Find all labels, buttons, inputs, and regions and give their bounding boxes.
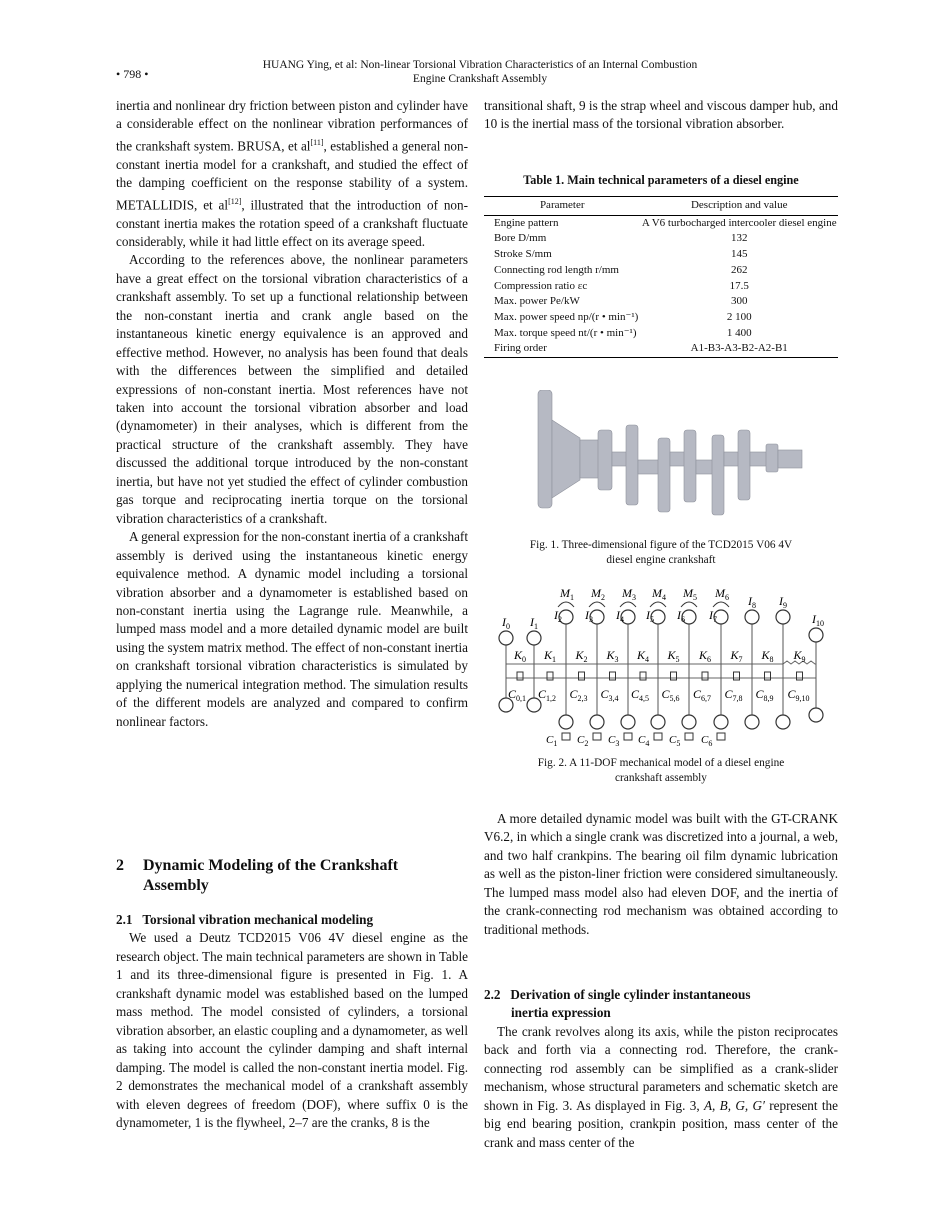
section-heading [116, 856, 468, 896]
value-cell: 132 [730, 232, 748, 245]
stiffness-label: $K_0$ [514, 648, 527, 664]
table-row [484, 215, 838, 231]
torque-arrow-icon [650, 602, 666, 607]
right-column-mid [484, 810, 838, 939]
damper-icon [547, 672, 553, 680]
text: , established a general non-constant inertia model for a crankshaft, and studied the effect of the damping coefficient on the response stability of a system. METALLIDIS, et al [116, 138, 469, 213]
shaft-damping-label: $C_{0,1}$ [508, 687, 527, 703]
inertia-label: $I_7$ [709, 608, 717, 624]
torque-arrow-icon [589, 602, 605, 607]
subsection-title: Derivation of single cylinder instantaneous [510, 987, 751, 1002]
damper-icon [517, 672, 523, 680]
torque-label: $M_1$ [560, 586, 574, 602]
table-row [484, 263, 838, 279]
param-cell: Max. power speed np/(r • min⁻¹) [494, 310, 639, 323]
table-row [484, 294, 838, 310]
damper-icon [702, 672, 708, 680]
stiffness-label: $K_3$ [606, 648, 619, 664]
shaft-damping-label: $C_{2,3}$ [569, 687, 588, 703]
inertia-label: $I_1$ [530, 615, 538, 631]
value-cell: 1 400 [726, 326, 752, 339]
shaft-damping-label: $C_{3,4}$ [600, 687, 619, 703]
paragraph [484, 1023, 838, 1152]
figure1-caption [484, 538, 838, 568]
inertia-disc-bottom [682, 715, 696, 729]
inertia-disc-top [745, 610, 759, 624]
param-cell: Bore D/mm [494, 232, 547, 245]
cylinder-damping-label: $C_3$ [608, 734, 620, 748]
right-column [484, 97, 838, 134]
shaft-damping-label: $C_{6,7}$ [693, 687, 712, 703]
param-cell: Engine pattern [494, 216, 559, 229]
value-cell: 300 [730, 295, 748, 308]
param-cell: Stroke S/mm [494, 248, 552, 261]
torque-label: $M_5$ [683, 586, 697, 602]
value-cell: 145 [730, 248, 748, 261]
inertia-label: $I_8$ [748, 594, 756, 610]
torque-label: $M_2$ [591, 586, 605, 602]
column-header: Parameter [484, 197, 640, 216]
param-cell: Max. power Pe/kW [494, 295, 580, 308]
inertia-disc-bottom [621, 715, 635, 729]
inertia-label: $I_3$ [585, 608, 593, 624]
damper-icon [640, 672, 646, 680]
text: , illustrated that the introduction of non-constant inertia makes the rotation speed of a crankshaft fluctuate considerably, while it had little effect on its average speed. [116, 197, 468, 249]
damper-icon [797, 672, 803, 680]
inertia-disc-bottom [745, 715, 759, 729]
running-title-line: Engine Crankshaft Assembly [412, 73, 548, 85]
page-number: • 798 • [116, 67, 149, 81]
stiffness-label: $K_5$ [667, 648, 680, 664]
inertia-label: $I_6$ [677, 608, 685, 624]
section-title: Assembly [143, 877, 209, 894]
cylinder-damping-label: $C_5$ [669, 734, 681, 748]
section-number: 2 [116, 857, 124, 874]
inertia-disc-top [809, 628, 823, 642]
cylinder-damping-label: $C_4$ [638, 734, 650, 748]
table-row [484, 247, 838, 263]
subsection-title: Torsional vibration mechanical modeling [142, 912, 374, 927]
paragraph: According to the references above, the nonlinear parameters have a great effect on the torsional vibration characteristics of a crankshaft assembly. To set up a functional relationship between the non-constant inertia and crank angle based on the instantaneous kinetic energy equivalence is an approved and effective method. However, no analysis has been found that deals with the differences between the simplified and detailed expressions of non-constant inertia. Most references have not taken into account the torsional vibration absorber and load (dynamometer) in their analyses, which is different from the practical structure of the crankshaft assembly. They have discussed the additional torque introduced by the non-constant inertia, but have not yet studied the effect of cylinder combustion gas torque and reciprocating inertia torque on the torsional vibration characteristics of a crankshaft. [116, 252, 468, 526]
value-cell: A V6 turbocharged intercooler diesel engine [641, 216, 837, 229]
cylinder-damper-icon [593, 733, 601, 740]
damper-icon [765, 672, 771, 680]
shaft-damping-label: $C_{5,6}$ [661, 687, 680, 703]
parameters-table [484, 196, 838, 358]
torque-arrow-icon [681, 602, 697, 607]
inertia-disc-bottom [809, 708, 823, 722]
param-cell: Max. torque speed nt/(r • min⁻¹) [494, 326, 637, 339]
table-row [484, 341, 838, 357]
crankshaft-3d-figure [530, 390, 820, 532]
stiffness-label: $K_1$ [544, 648, 557, 664]
inertia-label: $I_{10}$ [812, 612, 824, 628]
table-row [484, 310, 838, 326]
cylinder-damper-icon [562, 733, 570, 740]
cylinder-damping-label: $C_1$ [546, 734, 558, 748]
value-cell: 17.5 [729, 279, 749, 292]
subsection-heading [116, 911, 468, 929]
value-cell: 262 [730, 263, 748, 276]
citation: [12] [228, 196, 242, 206]
inertia-label: $I_2$ [554, 608, 562, 624]
torque-arrow-icon [713, 602, 729, 607]
torque-label: $M_3$ [622, 586, 636, 602]
inertia-label: $I_4$ [616, 608, 624, 624]
table-row [484, 231, 838, 247]
stiffness-label: $K_2$ [575, 648, 588, 664]
stiffness-label: $K_9$ [793, 648, 806, 664]
caption-line: Fig. 2. A 11-DOF mechanical model of a diesel engine [537, 757, 785, 769]
cylinder-damper-icon [717, 733, 725, 740]
cylinder-damping-label: $C_6$ [701, 734, 713, 748]
value-cell: A1-B3-A3-B2-A2-B1 [640, 341, 838, 357]
left-column-lower [116, 911, 468, 1132]
torque-label: $M_6$ [715, 586, 729, 602]
param-cell: Firing order [484, 341, 640, 357]
caption-line: diesel engine crankshaft [606, 554, 716, 566]
inertia-disc-bottom [776, 715, 790, 729]
stiffness-label: $K_4$ [637, 648, 650, 664]
damper-icon [671, 672, 677, 680]
inertia-disc-bottom [651, 715, 665, 729]
inertia-disc-bottom [559, 715, 573, 729]
inertia-label: $I_0$ [502, 615, 510, 631]
text: inertia and nonlinear dry friction between piston and cylinder have a considerable effect on the nonlinear vibration performances of the crankshaft system. BRUSA, et al [116, 98, 468, 154]
inertia-disc-bottom [714, 715, 728, 729]
stiffness-label: $K_6$ [699, 648, 712, 664]
caption-line: Fig. 1. Three-dimensional figure of the TCD2015 V06 4V [529, 539, 793, 551]
paragraph: transitional shaft, 9 is the strap wheel and viscous damper hub, and 10 is the inertial mass of the torsional vibration absorber. [484, 98, 838, 132]
inertia-label: $I_5$ [646, 608, 654, 624]
shaft-damping-label: $C_{4,5}$ [631, 687, 650, 703]
symbols: A, B, G, G′ [703, 1097, 765, 1113]
paragraph: A more detailed dynamic model was built with the GT-CRANK V6.2, in which a single crank was discretized into a journal, a web, and two half crankpins. The bearing oil film dynamic lubrication as well as the piston-liner friction were considered simultaneously. The lumped mass model also had eleven DOF, and the inertia of the crank-connecting rod mechanism was obtained according to traditional methods. [484, 811, 838, 937]
cylinder-damper-icon [624, 733, 632, 740]
shaft-damping-label: $C_{1,2}$ [538, 687, 557, 703]
shaft-damping-label: $C_{7,8}$ [724, 687, 743, 703]
torque-arrow-icon [620, 602, 636, 607]
cylinder-damping-label: $C_2$ [577, 734, 589, 748]
right-column-lower [484, 986, 838, 1152]
running-title-line: HUANG Ying, et al: Non-linear Torsional Vibration Characteristics of an Internal Combustion [262, 59, 698, 71]
paragraph [116, 97, 468, 251]
stiffness-label: $K_7$ [730, 648, 743, 664]
inertia-disc-top [776, 610, 790, 624]
paragraph: We used a Deutz TCD2015 V06 4V diesel engine as the research object. The main technical parameters are shown in Table 1 and its three-dimensional figure is presented in Fig. 1. A crankshaft dynamic model was established based on the lumped mass method. The model consisted of cylinders, a torsional vibration absorber, an elastic coupling and a dynamometer, as well as taking into account the cylinder damping and shaft internal damping. The model is called the non-constant inertia model. Fig. 2 demonstrates the mechanical model of a crankshaft assembly with eleven degrees of freedom (DOF), where suffix 0 is the dynamometer, 1 is the flywheel, 2–7 are the cranks, 8 is the [116, 930, 468, 1130]
subsection-number: 2.1 [116, 912, 133, 927]
left-column [116, 97, 468, 731]
cylinder-damper-icon [685, 733, 693, 740]
stiffness-label: $K_8$ [761, 648, 774, 664]
table-row [484, 326, 838, 342]
running-title [240, 58, 720, 86]
text: The crank revolves along its axis, while the piston reciprocates back and forth via a connecting rod. Therefore, the crank-connecting rod assembly can be simplified as a crank-slider mechanism, whose structural parameters and schematic sketch are shown in Fig. 3. As displayed in Fig. 3, [484, 1023, 838, 1113]
caption-line: crankshaft assembly [615, 772, 707, 784]
subsection-number: 2.2 [484, 987, 501, 1002]
torque-arrow-icon [558, 602, 574, 607]
subsection-heading [484, 986, 838, 1023]
text: represent the big end bearing position, crankpin position, mass center of the crank and mass center of the [484, 1097, 839, 1150]
inertia-disc-top [499, 631, 513, 645]
paragraph: A general expression for the non-constant inertia of a crankshaft assembly is derived using the instantaneous kinetic energy equivalence method. A dynamic model including a torsional vibration absorber and a dynamometer is established based on non-constant inertia using the Lagrange rule. Meanwhile, a lumped mass model and a more detailed dynamic model are built using the system matrix method. The effect of non-constant inertia on crankshaft torsional vibration characteristics is simulated by applying the numerical integration method. The simulation results of the different models are analyzed and compared to confirm nonlinear factors. [116, 529, 468, 729]
param-cell: Connecting rod length r/mm [494, 263, 619, 276]
subsection-title: inertia expression [511, 1005, 611, 1021]
inertia-disc-top [527, 631, 541, 645]
damper-icon [610, 672, 616, 680]
shaft-damping-label: $C_{9,10}$ [787, 687, 810, 703]
damper-icon [579, 672, 585, 680]
value-cell: 2 100 [726, 310, 752, 323]
damper-icon [734, 672, 740, 680]
citation: [11] [310, 137, 324, 147]
mechanical-model-diagram [490, 585, 835, 750]
torque-label: $M_4$ [652, 586, 666, 602]
param-cell: Compression ratio εc [494, 279, 588, 292]
table-row [484, 279, 838, 295]
inertia-label: $I_9$ [779, 594, 787, 610]
column-header: Description and value [640, 197, 838, 216]
inertia-disc-bottom [590, 715, 604, 729]
section-title: Dynamic Modeling of the Crankshaft [143, 857, 399, 874]
figure2-caption [484, 756, 838, 786]
shaft-damping-label: $C_{8,9}$ [755, 687, 774, 703]
cylinder-damper-icon [654, 733, 662, 740]
table-caption: Table 1. Main technical parameters of a diesel engine [523, 173, 799, 187]
